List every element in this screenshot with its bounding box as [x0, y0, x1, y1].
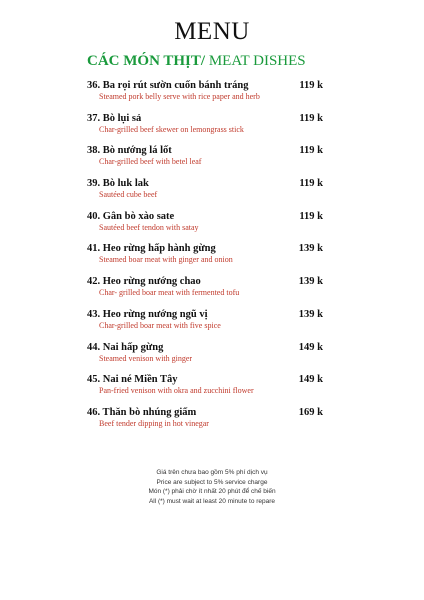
- item-name: 43. Heo rừng nướng ngũ vị: [87, 308, 208, 320]
- item-name: 37. Bò lụi sả: [87, 112, 142, 124]
- item-name: 44. Nai hấp gừng: [87, 341, 164, 353]
- item-description: Pan-fried venison with okra and zucchini flower: [99, 386, 254, 396]
- item-description: Char-grilled boar meat with five spice: [99, 320, 221, 330]
- menu-item: [87, 407, 323, 440]
- footer-notes: [0, 468, 424, 506]
- item-price: 139 k: [298, 308, 323, 320]
- footer-line-wait-en: All (*) must wait at least 20 minute to repare: [148, 497, 276, 505]
- menu-item: [87, 145, 323, 178]
- item-name: 39. Bò luk lak: [87, 178, 149, 190]
- item-price: 119 k: [299, 112, 323, 124]
- menu-item: [87, 342, 323, 375]
- item-name: 46. Thăn bò nhúng giấm: [87, 406, 197, 418]
- item-price: 119 k: [299, 145, 323, 157]
- menu-item: [87, 276, 323, 309]
- item-price: 169 k: [298, 406, 323, 418]
- page-title: MENU: [174, 18, 250, 45]
- item-price: 119 k: [299, 178, 323, 190]
- menu-item: [87, 374, 323, 407]
- section-heading: [87, 53, 306, 70]
- menu-item: [87, 211, 323, 244]
- item-description: Steamed pork belly serve with rice paper and herb: [99, 92, 260, 101]
- menu-items: [87, 80, 323, 440]
- item-price: 139 k: [298, 243, 323, 255]
- item-price: 119 k: [299, 210, 323, 222]
- menu-item: [87, 113, 323, 146]
- item-description: Char-grilled beef skewer on lemongrass stick: [99, 124, 244, 134]
- item-price: 119 k: [299, 80, 323, 91]
- menu-item: [87, 309, 323, 342]
- item-name: 38. Bò nướng lá lốt: [87, 145, 172, 157]
- item-description: Sautéed beef tendon with satay: [99, 222, 199, 232]
- item-price: 149 k: [298, 374, 323, 386]
- item-description: Char-grilled beef with betel leaf: [99, 157, 202, 167]
- section-title-vi: CÁC MÓN THỊT/: [87, 53, 206, 69]
- footer-line-service-vi: Giá trên chưa bao gồm 5% phí dịch vụ: [156, 469, 268, 476]
- footer-line-service-en: Price are subject to 5% service charge: [156, 478, 268, 486]
- menu-item: [87, 243, 323, 276]
- item-description: Steamed venison with ginger: [99, 353, 193, 363]
- menu-item: [87, 178, 323, 211]
- item-description: Sautéed cube beef: [99, 190, 158, 200]
- item-name: 42. Heo rừng nướng chao: [87, 276, 201, 288]
- item-name: 40. Gân bò xào sate: [87, 210, 175, 222]
- item-description: Char- grilled boar meat with fermented tofu: [99, 288, 240, 298]
- section-title-en: MEAT DISHES: [205, 53, 306, 69]
- menu-item: [87, 80, 323, 113]
- item-description: Steamed boar meat with ginger and onion: [99, 255, 233, 265]
- item-name: 36. Ba rọi rút sườn cuốn bánh tráng: [87, 80, 249, 91]
- footer-line-wait-vi: Món (*) phải chờ ít nhất 20 phút để chế biến: [148, 488, 276, 495]
- item-price: 149 k: [298, 341, 323, 353]
- item-name: 41. Heo rừng hấp hành gừng: [87, 243, 216, 255]
- item-description: Beef tender dipping in hot vinegar: [99, 418, 209, 428]
- item-name: 45. Nai né Miền Tây: [87, 374, 178, 386]
- item-price: 139 k: [298, 276, 323, 288]
